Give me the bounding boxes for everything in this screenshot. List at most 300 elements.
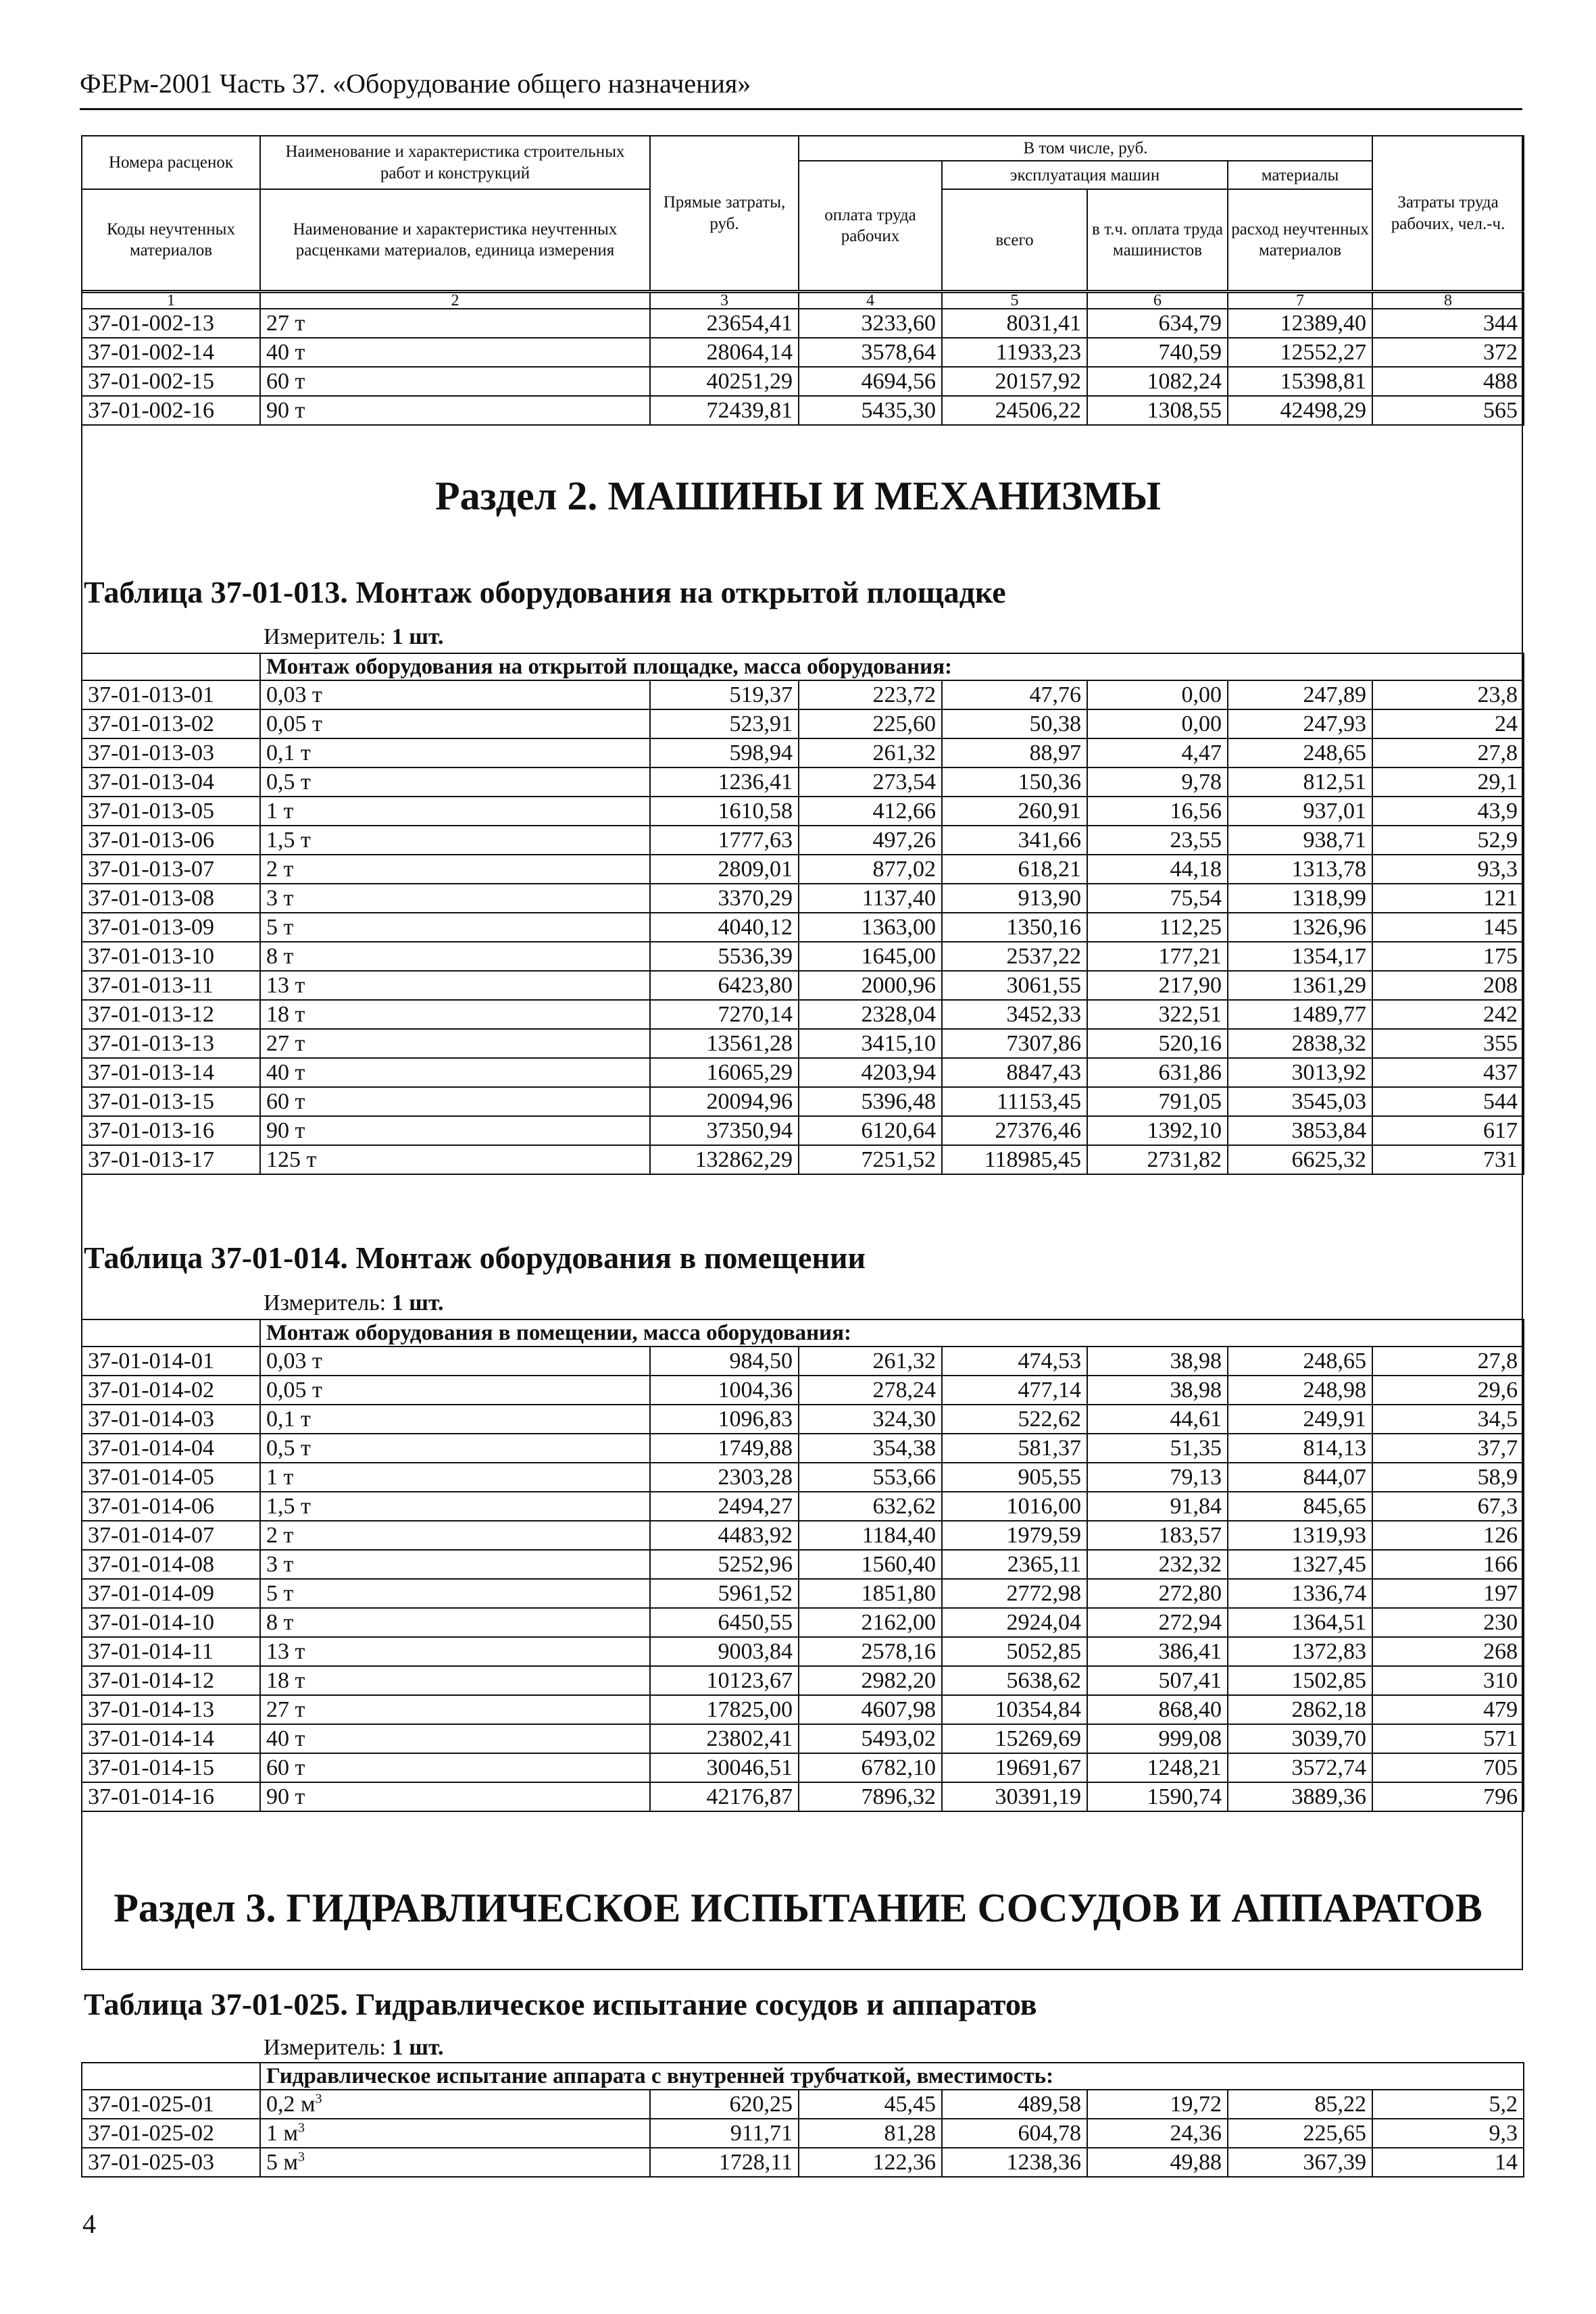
cell-machines-total: 1350,16: [942, 913, 1087, 942]
table-row: [82, 942, 1524, 971]
cell-direct-costs: 3370,29: [650, 884, 799, 913]
cell-code: 37-01-014-12: [82, 1666, 260, 1695]
table-013-measure: [264, 624, 444, 650]
cell-machines-total: 11153,45: [942, 1087, 1087, 1116]
cell-machinist-pay: 112,25: [1087, 913, 1228, 942]
cell-machinist-pay: 507,41: [1087, 1666, 1228, 1695]
cell-name: 0,1 т: [260, 738, 650, 768]
table-row: [82, 1724, 1524, 1753]
table-row: [82, 1637, 1524, 1666]
cell-worker-pay: 2162,00: [799, 1608, 942, 1637]
cell-worker-pay: 6120,64: [799, 1116, 942, 1145]
page-number: 4: [82, 2209, 96, 2239]
cell-machinist-pay: 23,55: [1087, 826, 1228, 855]
table-025-block: [81, 2062, 1524, 2178]
cell-labor: 230: [1372, 1608, 1524, 1637]
cell-direct-costs: 1004,36: [650, 1376, 799, 1405]
cell-machinist-pay: 1392,10: [1087, 1116, 1228, 1145]
cell-material-use: 249,91: [1228, 1405, 1372, 1434]
cell-material-use: 367,39: [1228, 2148, 1372, 2177]
cell-labor: 242: [1372, 1000, 1524, 1029]
cell-machines-total: 8031,41: [942, 309, 1087, 338]
col-labor: Затраты труда рабочих, чел.-ч.: [1372, 136, 1524, 291]
cell-direct-costs: 16065,29: [650, 1058, 799, 1087]
cell-material-use: 3853,84: [1228, 1116, 1372, 1145]
cell-labor: 705: [1372, 1753, 1524, 1782]
cell-code: 37-01-014-15: [82, 1753, 260, 1782]
cell-labor: 437: [1372, 1058, 1524, 1087]
col-codes-top: Номера расценок: [82, 136, 260, 189]
cell-machinist-pay: 631,86: [1087, 1058, 1228, 1087]
cell-worker-pay: 225,60: [799, 709, 942, 738]
table-prev-block: [81, 292, 1524, 426]
table-row: [82, 1087, 1524, 1116]
cell-direct-costs: 1610,58: [650, 797, 799, 826]
cell-code: 37-01-002-15: [82, 367, 260, 396]
cell-labor: 23,8: [1372, 680, 1524, 709]
col-codes-bottom: Коды неучтенных материалов: [82, 189, 260, 291]
cell-machines-total: 2537,22: [942, 942, 1087, 971]
cell-material-use: 1361,29: [1228, 971, 1372, 1000]
table-013-title: Таблица 37-01-013. Монтаж оборудования на открытой площадке: [84, 575, 1006, 609]
cell-machines-total: 47,76: [942, 680, 1087, 709]
cell-material-use: 937,01: [1228, 797, 1372, 826]
table-row: [82, 913, 1524, 942]
table-prev: [81, 292, 1524, 426]
cell-code: 37-01-025-02: [82, 2119, 260, 2148]
subtitle-row: [82, 1319, 1524, 1347]
col-machinist-pay: в т.ч. оплата труда машинистов: [1087, 189, 1228, 291]
cell-labor: 9,3: [1372, 2119, 1524, 2148]
cell-name: 8 т: [260, 942, 650, 971]
cell-labor: 488: [1372, 367, 1524, 396]
cell-machinist-pay: 6: [1087, 293, 1228, 309]
cell-worker-pay: 4: [799, 293, 942, 309]
cell-direct-costs: 1777,63: [650, 826, 799, 855]
measure-label: Измеритель:: [264, 624, 392, 649]
cell-machinist-pay: 49,88: [1087, 2148, 1228, 2177]
cell-labor: 208: [1372, 971, 1524, 1000]
cell-direct-costs: 20094,96: [650, 1087, 799, 1116]
cell-worker-pay: 5493,02: [799, 1724, 942, 1753]
cell-labor: 175: [1372, 942, 1524, 971]
cell-material-use: 938,71: [1228, 826, 1372, 855]
cell-direct-costs: 9003,84: [650, 1637, 799, 1666]
column-header: [81, 135, 1524, 291]
cell-labor: 355: [1372, 1029, 1524, 1058]
table-014-measure: [264, 1290, 444, 1316]
table-subtitle: Монтаж оборудования в помещении, масса оборудования:: [260, 1319, 1524, 1347]
cell-worker-pay: 324,30: [799, 1405, 942, 1434]
cell-name: 1,5 т: [260, 826, 650, 855]
table-025: [81, 2062, 1524, 2178]
cell-labor: 126: [1372, 1521, 1524, 1550]
cell-material-use: 1313,78: [1228, 855, 1372, 884]
cell-code: 37-01-014-11: [82, 1637, 260, 1666]
cell-worker-pay: 3415,10: [799, 1029, 942, 1058]
table-014-block: [81, 1319, 1524, 1812]
unit-superscript: 3: [298, 2149, 305, 2165]
cell-machinist-pay: 232,32: [1087, 1550, 1228, 1579]
cell-labor: 27,8: [1372, 738, 1524, 768]
cell-code: 37-01-014-06: [82, 1492, 260, 1521]
cell-name: 0,05 т: [260, 1376, 650, 1405]
cell-worker-pay: 261,32: [799, 1347, 942, 1376]
cell-code: 37-01-013-07: [82, 855, 260, 884]
cell-machines-total: 10354,84: [942, 1695, 1087, 1724]
col-direct-costs: Прямые затраты, руб.: [650, 136, 799, 291]
cell-material-use: 844,07: [1228, 1463, 1372, 1492]
cell-labor: 166: [1372, 1550, 1524, 1579]
table-row: [82, 884, 1524, 913]
cell-direct-costs: 620,25: [650, 2090, 799, 2119]
cell-machines-total: 5: [942, 293, 1087, 309]
cell-material-use: 247,93: [1228, 709, 1372, 738]
cell-code: 37-01-013-05: [82, 797, 260, 826]
cell-labor: 27,8: [1372, 1347, 1524, 1376]
cell-code: 37-01-013-12: [82, 1000, 260, 1029]
cell-code: 37-01-014-05: [82, 1463, 260, 1492]
table-row: [82, 1116, 1524, 1145]
cell-direct-costs: 28064,14: [650, 338, 799, 367]
measure-label: Измеритель:: [264, 1290, 392, 1315]
cell-worker-pay: 2000,96: [799, 971, 942, 1000]
cell-code: 37-01-014-10: [82, 1608, 260, 1637]
cell-name: 13 т: [260, 971, 650, 1000]
cell-name: 5 т: [260, 913, 650, 942]
cell-code: 37-01-013-17: [82, 1145, 260, 1174]
table-row: [82, 1608, 1524, 1637]
cell-machinist-pay: 44,18: [1087, 855, 1228, 884]
cell-name: 3 т: [260, 1550, 650, 1579]
cell-machinist-pay: 51,35: [1087, 1434, 1228, 1463]
cell-worker-pay: 3578,64: [799, 338, 942, 367]
cell-name: 5 т: [260, 1579, 650, 1608]
cell-material-use: 248,65: [1228, 1347, 1372, 1376]
cell-code: 37-01-025-03: [82, 2148, 260, 2177]
cell-name: 2 т: [260, 1521, 650, 1550]
cell-worker-pay: 6782,10: [799, 1753, 942, 1782]
cell-code: 37-01-014-01: [82, 1347, 260, 1376]
cell-code: 37-01-013-10: [82, 942, 260, 971]
cell-code: 37-01-014-16: [82, 1782, 260, 1811]
cell-worker-pay: 45,45: [799, 2090, 942, 2119]
cell-material-use: 15398,81: [1228, 367, 1372, 396]
cell-material-use: 248,98: [1228, 1376, 1372, 1405]
cell-labor: 310: [1372, 1666, 1524, 1695]
cell-direct-costs: 42176,87: [650, 1782, 799, 1811]
cell-name: 2 т: [260, 855, 650, 884]
table-row: [82, 1753, 1524, 1782]
cell-material-use: 85,22: [1228, 2090, 1372, 2119]
col-including: В том числе, руб.: [799, 136, 1372, 161]
table-014-title: Таблица 37-01-014. Монтаж оборудования в помещении: [84, 1240, 866, 1275]
cell-worker-pay: 2328,04: [799, 1000, 942, 1029]
cell-code: 37-01-013-14: [82, 1058, 260, 1087]
cell-machines-total: 1979,59: [942, 1521, 1087, 1550]
subtitle-blank: [82, 653, 260, 680]
cell-name: 5 $м^3$: [260, 2148, 650, 2177]
unit-superscript: 3: [298, 2120, 305, 2136]
cell-direct-costs: 5961,52: [650, 1579, 799, 1608]
cell-name: 125 т: [260, 1145, 650, 1174]
cell-machines-total: 27376,46: [942, 1116, 1087, 1145]
cell-name: 0,03 т: [260, 680, 650, 709]
cell-machines-total: 15269,69: [942, 1724, 1087, 1753]
cell-material-use: 1327,45: [1228, 1550, 1372, 1579]
cell-labor: 617: [1372, 1116, 1524, 1145]
cell-machinist-pay: 272,94: [1087, 1608, 1228, 1637]
cell-direct-costs: 13561,28: [650, 1029, 799, 1058]
cell-direct-costs: 10123,67: [650, 1666, 799, 1695]
cell-worker-pay: 4607,98: [799, 1695, 942, 1724]
cell-machines-total: 2924,04: [942, 1608, 1087, 1637]
cell-machines-total: 88,97: [942, 738, 1087, 768]
cell-name: 27 т: [260, 1029, 650, 1058]
cell-name: 1 $м^3$: [260, 2119, 650, 2148]
col-materials: материалы: [1228, 161, 1372, 189]
cell-machinist-pay: 4,47: [1087, 738, 1228, 768]
cell-worker-pay: 278,24: [799, 1376, 942, 1405]
col-machines: эксплуатация машин: [942, 161, 1228, 189]
cell-worker-pay: 877,02: [799, 855, 942, 884]
cell-name: 27 т: [260, 1695, 650, 1724]
cell-machines-total: 1238,36: [942, 2148, 1087, 2177]
cell-labor: 14: [1372, 2148, 1524, 2177]
cell-machines-total: 474,53: [942, 1347, 1087, 1376]
cell-labor: 43,9: [1372, 797, 1524, 826]
cell-machinist-pay: 0,00: [1087, 680, 1228, 709]
cell-direct-costs: 40251,29: [650, 367, 799, 396]
cell-worker-pay: 497,26: [799, 826, 942, 855]
cell-code: 37-01-013-03: [82, 738, 260, 768]
cell-machinist-pay: 38,98: [1087, 1376, 1228, 1405]
cell-name: 13 т: [260, 1637, 650, 1666]
cell-machines-total: 581,37: [942, 1434, 1087, 1463]
cell-direct-costs: 5536,39: [650, 942, 799, 971]
cell-direct-costs: 72439,81: [650, 396, 799, 425]
cell-worker-pay: 1137,40: [799, 884, 942, 913]
cell-machinist-pay: 999,08: [1087, 1724, 1228, 1753]
cell-name: 8 т: [260, 1608, 650, 1637]
measure-value: 1 шт.: [391, 624, 444, 649]
cell-material-use: 3545,03: [1228, 1087, 1372, 1116]
col-machines-total: всего: [942, 189, 1087, 291]
cell-code: 37-01-014-07: [82, 1521, 260, 1550]
cell-machines-total: 118985,45: [942, 1145, 1087, 1174]
header-rule: [80, 108, 1522, 110]
cell-code: 37-01-014-08: [82, 1550, 260, 1579]
cell-material-use: 1319,93: [1228, 1521, 1372, 1550]
cell-material-use: 1372,83: [1228, 1637, 1372, 1666]
cell-code: 37-01-013-01: [82, 680, 260, 709]
cell-labor: 29,1: [1372, 768, 1524, 797]
cell-material-use: 1364,51: [1228, 1608, 1372, 1637]
cell-name: 40 т: [260, 338, 650, 367]
cell-labor: 29,6: [1372, 1376, 1524, 1405]
cell-code: 37-01-002-13: [82, 309, 260, 338]
cell-worker-pay: 354,38: [799, 1434, 942, 1463]
cell-machines-total: 489,58: [942, 2090, 1087, 2119]
cell-code: 37-01-013-09: [82, 913, 260, 942]
cell-direct-costs: 2809,01: [650, 855, 799, 884]
cell-machines-total: 905,55: [942, 1463, 1087, 1492]
cell-worker-pay: 1560,40: [799, 1550, 942, 1579]
cell-machinist-pay: 24,36: [1087, 2119, 1228, 2148]
cell-machinist-pay: 79,13: [1087, 1463, 1228, 1492]
cell-labor: 268: [1372, 1637, 1524, 1666]
cell-code: 37-01-014-13: [82, 1695, 260, 1724]
cell-direct-costs: 7270,14: [650, 1000, 799, 1029]
table-row: [82, 367, 1524, 396]
cell-machinist-pay: 791,05: [1087, 1087, 1228, 1116]
cell-code: 37-01-025-01: [82, 2090, 260, 2119]
cell-machines-total: 3061,55: [942, 971, 1087, 1000]
cell-labor: 5,2: [1372, 2090, 1524, 2119]
cell-worker-pay: 5435,30: [799, 396, 942, 425]
cell-labor: 93,3: [1372, 855, 1524, 884]
cell-machines-total: 11933,23: [942, 338, 1087, 367]
table-013: [81, 653, 1524, 1175]
cell-direct-costs: 3: [650, 293, 799, 309]
cell-direct-costs: 30046,51: [650, 1753, 799, 1782]
cell-direct-costs: 1749,88: [650, 1434, 799, 1463]
table-row: [82, 1579, 1524, 1608]
cell-labor: 121: [1372, 884, 1524, 913]
table-row: [82, 1521, 1524, 1550]
cell-material-use: 3572,74: [1228, 1753, 1372, 1782]
cell-name: 90 т: [260, 396, 650, 425]
cell-machinist-pay: 868,40: [1087, 1695, 1228, 1724]
cell-material-use: 3013,92: [1228, 1058, 1372, 1087]
cell-labor: 344: [1372, 309, 1524, 338]
cell-machines-total: 24506,22: [942, 396, 1087, 425]
cell-direct-costs: 23654,41: [650, 309, 799, 338]
cell-machinist-pay: 520,16: [1087, 1029, 1228, 1058]
cell-machinist-pay: 272,80: [1087, 1579, 1228, 1608]
cell-direct-costs: 2303,28: [650, 1463, 799, 1492]
cell-name: 1,5 т: [260, 1492, 650, 1521]
cell-labor: 731: [1372, 1145, 1524, 1174]
table-row: [82, 1434, 1524, 1463]
cell-machinist-pay: 322,51: [1087, 1000, 1228, 1029]
cell-labor: 565: [1372, 396, 1524, 425]
cell-name: 90 т: [260, 1782, 650, 1811]
cell-machinist-pay: 0,00: [1087, 709, 1228, 738]
cell-machinist-pay: 2731,82: [1087, 1145, 1228, 1174]
table-row: [82, 2090, 1524, 2119]
cell-machinist-pay: 91,84: [1087, 1492, 1228, 1521]
cell-labor: 796: [1372, 1782, 1524, 1811]
table-row: [82, 396, 1524, 425]
measure-value: 1 шт.: [391, 2035, 444, 2060]
cell-machines-total: 20157,92: [942, 367, 1087, 396]
cell-direct-costs: 1096,83: [650, 1405, 799, 1434]
cell-machines-total: 477,14: [942, 1376, 1087, 1405]
col-worker-pay: оплата труда рабочих: [799, 161, 942, 291]
cell-material-use: 12389,40: [1228, 309, 1372, 338]
cell-worker-pay: 273,54: [799, 768, 942, 797]
cell-worker-pay: 2578,16: [799, 1637, 942, 1666]
col-name-bottom: Наименование и характеристика неучтенных расценками материалов, единица измерения: [260, 189, 650, 291]
cell-machines-total: 5052,85: [942, 1637, 1087, 1666]
cell-machines-total: 522,62: [942, 1405, 1087, 1434]
cell-machinist-pay: 38,98: [1087, 1347, 1228, 1376]
cell-material-use: 1489,77: [1228, 1000, 1372, 1029]
cell-material-use: 1336,74: [1228, 1579, 1372, 1608]
cell-worker-pay: 1645,00: [799, 942, 942, 971]
unit-superscript: 3: [315, 2091, 322, 2107]
cell-worker-pay: 3233,60: [799, 309, 942, 338]
cell-machinist-pay: 16,56: [1087, 797, 1228, 826]
cell-machinist-pay: 740,59: [1087, 338, 1228, 367]
cell-code: 37-01-013-13: [82, 1029, 260, 1058]
cell-name: 2: [260, 293, 650, 309]
cell-machinist-pay: 217,90: [1087, 971, 1228, 1000]
table-row: [82, 1550, 1524, 1579]
subtitle-blank: [82, 1319, 260, 1347]
cell-direct-costs: 984,50: [650, 1347, 799, 1376]
table-row: [82, 1405, 1524, 1434]
cell-direct-costs: 1236,41: [650, 768, 799, 797]
cell-labor: 52,9: [1372, 826, 1524, 855]
cell-name: 0,5 т: [260, 1434, 650, 1463]
table-row: [82, 309, 1524, 338]
cell-worker-pay: 122,36: [799, 2148, 942, 2177]
cell-code: 37-01-013-15: [82, 1087, 260, 1116]
cell-code: 37-01-014-04: [82, 1434, 260, 1463]
page-header: ФЕРм-2001 Часть 37. «Оборудование общего назначения»: [80, 68, 751, 99]
table-row: [82, 1666, 1524, 1695]
cell-machines-total: 913,90: [942, 884, 1087, 913]
cell-name: 0,1 т: [260, 1405, 650, 1434]
cell-direct-costs: 2494,27: [650, 1492, 799, 1521]
cell-machines-total: 50,38: [942, 709, 1087, 738]
table-row: [82, 1000, 1524, 1029]
cell-material-use: 247,89: [1228, 680, 1372, 709]
cell-name: 3 т: [260, 884, 650, 913]
table-013-block: [81, 653, 1524, 1175]
cell-machines-total: 604,78: [942, 2119, 1087, 2148]
cell-labor: 479: [1372, 1695, 1524, 1724]
table-row: [82, 768, 1524, 797]
cell-machinist-pay: 1248,21: [1087, 1753, 1228, 1782]
cell-name: 27 т: [260, 309, 650, 338]
cell-name: 60 т: [260, 1753, 650, 1782]
cell-labor: 24: [1372, 709, 1524, 738]
cell-worker-pay: 81,28: [799, 2119, 942, 2148]
cell-worker-pay: 1851,80: [799, 1579, 942, 1608]
cell-direct-costs: 4483,92: [650, 1521, 799, 1550]
cell-material-use: 812,51: [1228, 768, 1372, 797]
cell-material-use: 1502,85: [1228, 1666, 1372, 1695]
cell-worker-pay: 1184,40: [799, 1521, 942, 1550]
cell-name: 0,2 $м^3$: [260, 2090, 650, 2119]
cell-material-use: 225,65: [1228, 2119, 1372, 2148]
cell-direct-costs: 23802,41: [650, 1724, 799, 1753]
cell-worker-pay: 2982,20: [799, 1666, 942, 1695]
cell-material-use: 6625,32: [1228, 1145, 1372, 1174]
table-row: [82, 1782, 1524, 1811]
cell-name: 0,05 т: [260, 709, 650, 738]
cell-labor: 67,3: [1372, 1492, 1524, 1521]
cell-machinist-pay: 1308,55: [1087, 396, 1228, 425]
cell-machines-total: 618,21: [942, 855, 1087, 884]
cell-name: 40 т: [260, 1724, 650, 1753]
cell-code: 37-01-013-16: [82, 1116, 260, 1145]
cell-name: 90 т: [260, 1116, 650, 1145]
cell-direct-costs: 6423,80: [650, 971, 799, 1000]
